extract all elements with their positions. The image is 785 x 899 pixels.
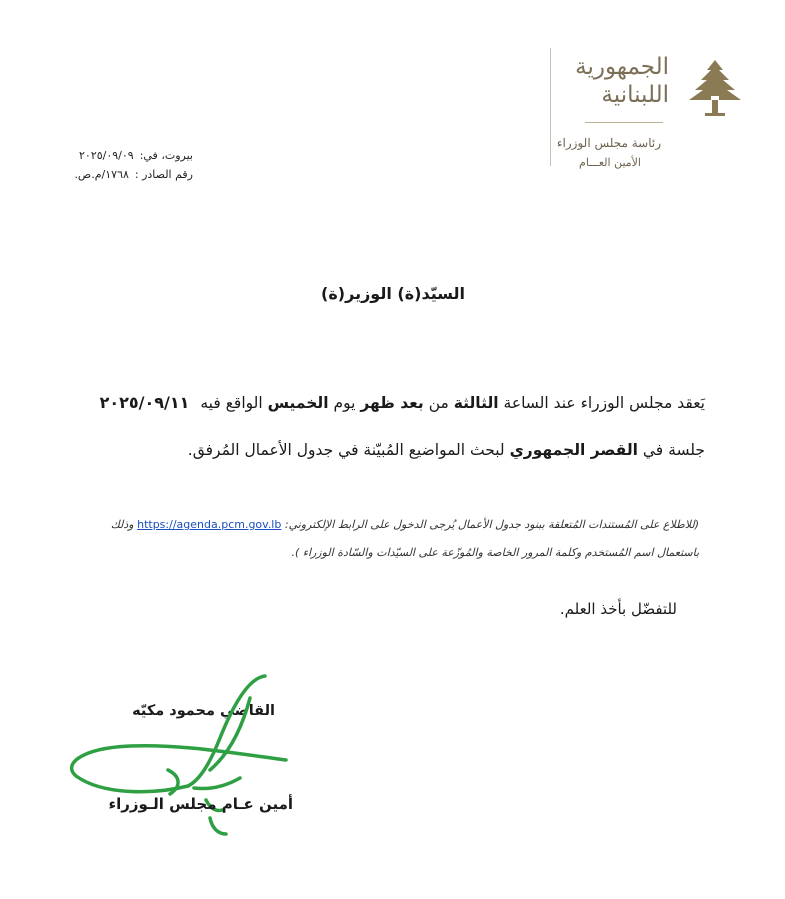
- cedar-icon: [683, 56, 747, 120]
- letterhead: [547, 50, 747, 180]
- meeting-location: القصر الجمهوري: [509, 441, 638, 459]
- reference-value: ١٧٦٨/م.ص.: [74, 168, 129, 181]
- date-line: [74, 146, 193, 165]
- note-text: وذلك: [110, 518, 134, 531]
- body-text: من: [428, 394, 449, 412]
- body-text: الواقع فيه: [200, 394, 263, 412]
- body-text: لبحث المواضيع المُبيّنة في جدول الأعمال المُرفق.: [187, 441, 505, 459]
- closing-text: للتفضّل بأخذ العلم.: [559, 600, 677, 618]
- body-text: جلسة في: [642, 441, 705, 459]
- note-text: (للاطلاع على المُستندات المُتعلقة ببنود جدول الأعمال يُرجى الدخول على الرابط الإلكتروني:: [284, 518, 699, 531]
- document-meta: [74, 146, 193, 184]
- letterhead-divider: [550, 48, 551, 166]
- letterhead-subtitle: رئاسة مجلس الوزراء: [556, 136, 661, 150]
- reference-label: رقم الصادر :: [134, 168, 193, 181]
- body-bold-text: الخميس: [267, 394, 329, 412]
- letterhead-rule: [585, 122, 663, 123]
- date-label: بيروت، في:: [139, 149, 193, 162]
- body-line-2: [188, 441, 705, 459]
- handwritten-signature: [60, 668, 300, 848]
- agenda-link[interactable]: https://agenda.pcm.gov.lb: [137, 518, 282, 531]
- note-line-2: باستعمال اسم المُستخدم وكلمة المرور الخاصة والمُوزّعة على السيّدات والسّادة الوزراء ).: [291, 546, 699, 559]
- addressee: السيّد(ة) الوزير(ة): [321, 284, 465, 303]
- reference-line: [74, 165, 193, 184]
- signatory-title: أمين عـام مجلس الـوزراء: [108, 795, 293, 813]
- date-value: ٢٠٢٥/٠٩/٠٩: [79, 149, 134, 162]
- body-bold-text: بعد ظهر: [360, 394, 424, 412]
- body-text: يوم: [333, 394, 356, 412]
- body-line-1: [100, 393, 705, 412]
- body-text: يَعقد مجلس الوزراء عند الساعة: [503, 394, 705, 412]
- meeting-date: ٢٠٢٥/٠٩/١١: [99, 393, 190, 412]
- letterhead-department: الأمين العـــام: [579, 156, 641, 169]
- signatory-name: القاضي محمود مكيّه: [132, 703, 275, 719]
- letterhead-title-line1: الجمهورية: [575, 54, 669, 80]
- letterhead-title-line2: اللبنانية: [601, 82, 669, 108]
- note-line-1: [111, 518, 699, 531]
- body-bold-text: الثالثة: [453, 394, 499, 412]
